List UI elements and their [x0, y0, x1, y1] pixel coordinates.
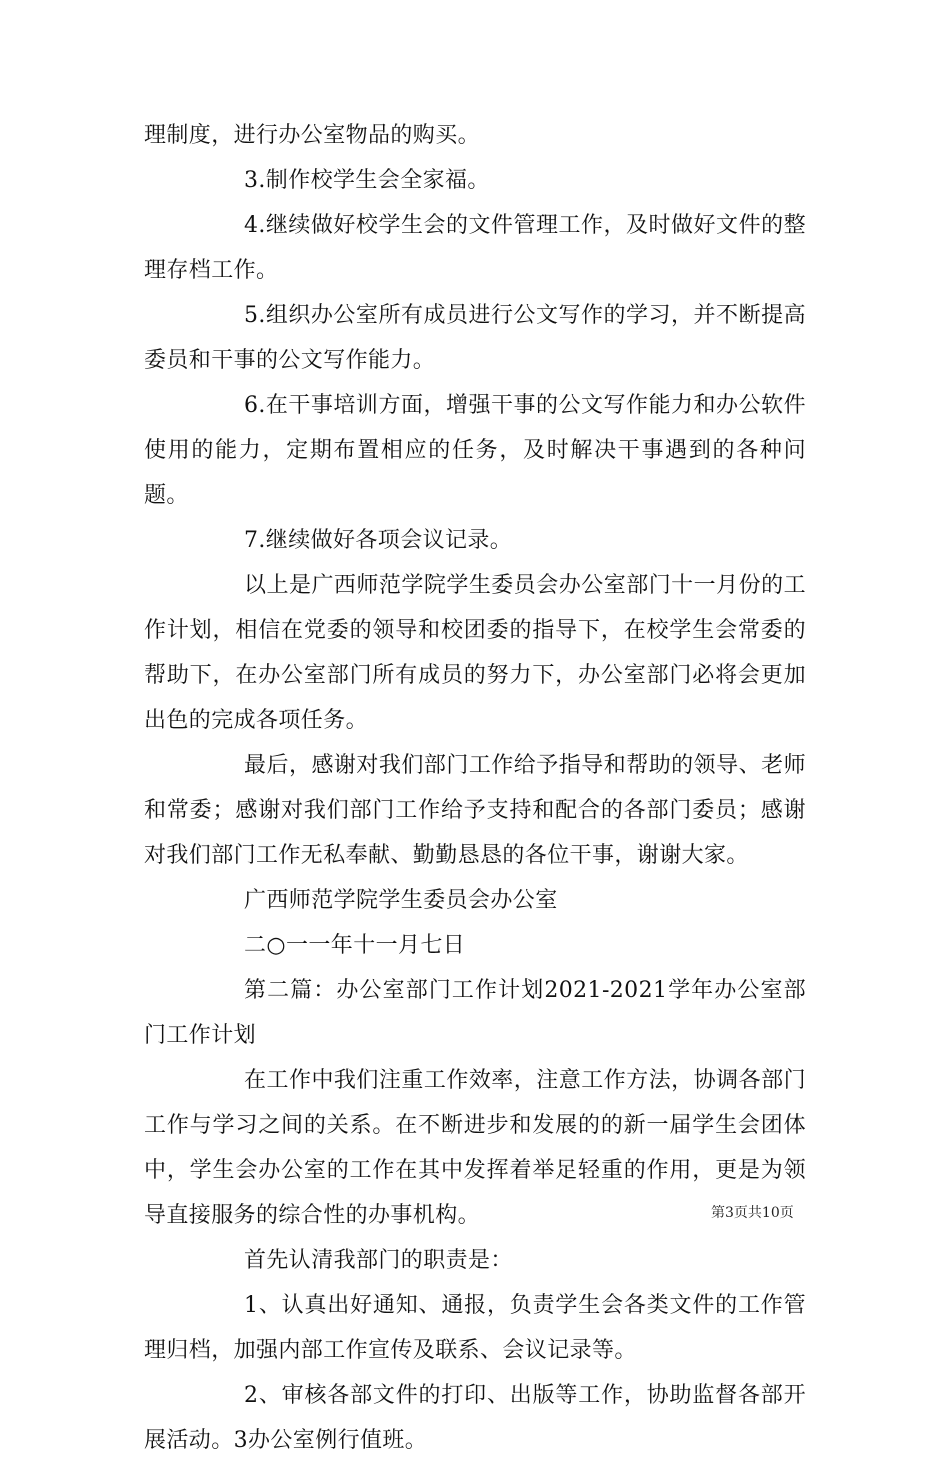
- duty-item-2: 2、审核各部文件的打印、出版等工作，协助监督各部开展活动。3办公室例行值班。: [144, 1383, 806, 1453]
- summary-paragraph: 以上是广西师范学院学生委员会办公室部门十一月份的工作计划，相信在党委的领导和校团委的指导下，在校学生会常委的帮助下，在办公室部门所有成员的努力下，办公室部门必将会更加出色的完成各项任务。: [144, 573, 806, 733]
- list-item-5: 5.组织办公室所有成员进行公文写作的学习，并不断提高委员和干事的公文写作能力。: [144, 303, 806, 373]
- intro-paragraph: 在工作中我们注重工作效率，注意工作方法，协调各部门工作与学习之间的关系。在不断进步和发展的的新一届学生会团体中，学生会办公室的工作在其中发挥着举足轻重的作用，更是为领导直接服务的综合性的办事机构。: [144, 1068, 806, 1228]
- list-item-7: 7.继续做好各项会议记录。: [244, 528, 513, 553]
- duty-item-1: 1、认真出好通知、通报，负责学生会各类文件的工作管理归档，加强内部工作宣传及联系、会议记录等。: [144, 1293, 806, 1363]
- signature-date: 二○一一年十一月七日: [244, 933, 466, 958]
- section-heading: 第二篇：办公室部门工作计划2021-2021学年办公室部门工作计划: [144, 978, 806, 1048]
- duties-heading: 首先认清我部门的职责是：: [244, 1248, 513, 1273]
- page-number: 第3页共10页: [711, 1205, 794, 1221]
- list-item-6: 6.在干事培训方面，增强干事的公文写作能力和办公软件使用的能力，定期布置相应的任务，及时解决干事遇到的各种问题。: [144, 393, 806, 508]
- thanks-paragraph: 最后，感谢对我们部门工作给予指导和帮助的领导、老师和常委；感谢对我们部门工作给予支持和配合的各部门委员；感谢对我们部门工作无私奉献、勤勤恳恳的各位干事，谢谢大家。: [144, 753, 806, 868]
- list-item-3: 3.制作校学生会全家福。: [244, 168, 490, 193]
- list-item-4: 4.继续做好校学生会的文件管理工作，及时做好文件的整理存档工作。: [144, 213, 806, 283]
- signature-organization: 广西师范学院学生委员会办公室: [244, 888, 558, 913]
- paragraph-continuation: 理制度，进行办公室物品的购买。: [144, 123, 481, 148]
- document-body: [144, 113, 806, 1463]
